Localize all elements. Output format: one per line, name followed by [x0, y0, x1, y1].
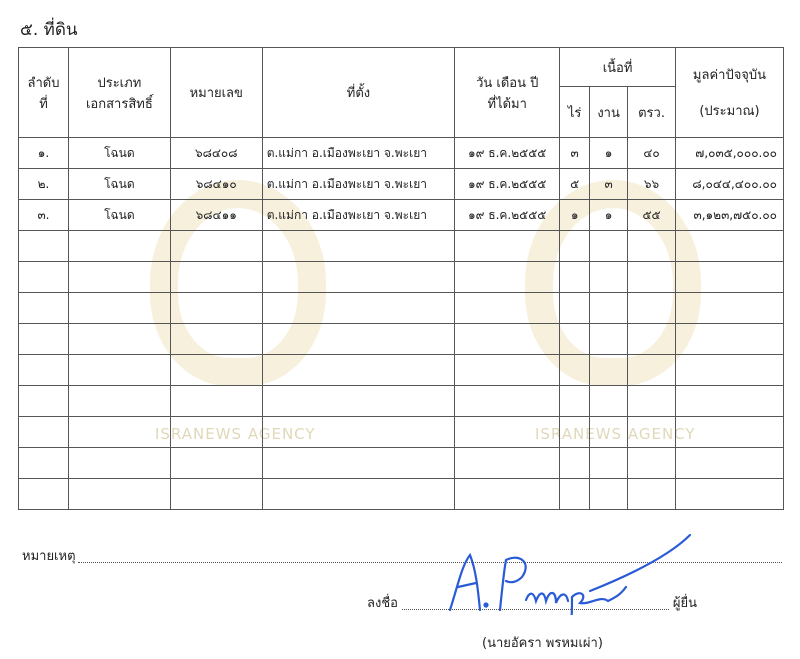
empty-cell: [628, 386, 676, 417]
empty-cell: [628, 417, 676, 448]
empty-cell: [560, 386, 590, 417]
cell-ngan: ๓: [590, 169, 628, 200]
cell-wa: ๔๐: [628, 138, 676, 169]
empty-cell: [455, 262, 560, 293]
empty-cell: [560, 417, 590, 448]
remark-label: หมายเหตุ: [22, 549, 76, 564]
cell-location: ต.แม่กา อ.เมืองพะเยา จ.พะเยา: [262, 200, 455, 231]
empty-cell: [68, 386, 170, 417]
watermark-text-right: ISRANEWS AGENCY: [535, 425, 696, 443]
empty-cell: [455, 293, 560, 324]
empty-cell: [170, 293, 262, 324]
empty-cell: [262, 417, 455, 448]
empty-cell: [19, 262, 69, 293]
cell-date: ๑๙ ธ.ค.๒๕๕๕: [455, 138, 560, 169]
empty-cell: [262, 293, 455, 324]
empty-cell: [170, 479, 262, 510]
empty-row: [19, 386, 784, 417]
cell-value: ๘,๐๔๔,๔๐๐.๐๐: [676, 169, 784, 200]
empty-cell: [628, 262, 676, 293]
empty-cell: [560, 324, 590, 355]
cell-value: ๓,๑๒๓,๗๕๐.๐๐: [676, 200, 784, 231]
empty-cell: [68, 231, 170, 262]
cell-doc-type: โฉนด: [68, 169, 170, 200]
cell-number: ๖๘๔๐๘: [170, 138, 262, 169]
empty-cell: [676, 324, 784, 355]
empty-cell: [68, 262, 170, 293]
empty-cell: [560, 293, 590, 324]
header-order: ลำดับ ที่: [19, 48, 69, 138]
empty-cell: [676, 386, 784, 417]
empty-cell: [19, 417, 69, 448]
empty-cell: [676, 355, 784, 386]
empty-cell: [170, 262, 262, 293]
empty-cell: [170, 448, 262, 479]
cell-location: ต.แม่กา อ.เมืองพะเยา จ.พะเยา: [262, 138, 455, 169]
cell-doc-type: โฉนด: [68, 138, 170, 169]
empty-cell: [590, 386, 628, 417]
empty-cell: [19, 355, 69, 386]
cell-order: ๓.: [19, 200, 69, 231]
cell-doc-type: โฉนด: [68, 200, 170, 231]
empty-cell: [19, 479, 69, 510]
empty-row: [19, 231, 784, 262]
cell-rai: ๕: [560, 169, 590, 200]
cell-rai: ๓: [560, 138, 590, 169]
empty-cell: [455, 448, 560, 479]
empty-cell: [262, 386, 455, 417]
signature-line: [367, 592, 697, 613]
empty-row: [19, 417, 784, 448]
empty-cell: [68, 448, 170, 479]
empty-cell: [590, 479, 628, 510]
cell-number: ๖๘๔๑๑: [170, 200, 262, 231]
empty-cell: [560, 262, 590, 293]
empty-cell: [170, 386, 262, 417]
empty-cell: [628, 293, 676, 324]
header-area: เนื้อที่: [560, 48, 676, 87]
empty-cell: [19, 293, 69, 324]
empty-cell: [560, 448, 590, 479]
header-rai: ไร่: [560, 87, 590, 138]
empty-cell: [676, 293, 784, 324]
empty-row: [19, 355, 784, 386]
cell-number: ๖๘๔๑๐: [170, 169, 262, 200]
empty-row: [19, 324, 784, 355]
empty-cell: [560, 355, 590, 386]
table-row: [19, 200, 784, 231]
empty-cell: [19, 324, 69, 355]
cell-location: ต.แม่กา อ.เมืองพะเยา จ.พะเยา: [262, 169, 455, 200]
sign-label: ลงชื่อ: [367, 596, 398, 611]
empty-cell: [455, 386, 560, 417]
empty-row: [19, 448, 784, 479]
empty-cell: [676, 231, 784, 262]
empty-cell: [590, 293, 628, 324]
cell-date: ๑๙ ธ.ค.๒๕๕๕: [455, 169, 560, 200]
empty-cell: [590, 324, 628, 355]
empty-cell: [676, 262, 784, 293]
empty-cell: [262, 262, 455, 293]
empty-cell: [19, 448, 69, 479]
header-location: ที่ตั้ง: [262, 48, 455, 138]
empty-cell: [68, 417, 170, 448]
table-row: [19, 138, 784, 169]
header-ngan: งาน: [590, 87, 628, 138]
watermark-text-left: ISRANEWS AGENCY: [155, 425, 316, 443]
empty-cell: [455, 417, 560, 448]
empty-row: [19, 479, 784, 510]
empty-cell: [455, 324, 560, 355]
empty-cell: [628, 231, 676, 262]
empty-cell: [68, 355, 170, 386]
empty-cell: [262, 355, 455, 386]
empty-cell: [19, 386, 69, 417]
empty-cell: [676, 448, 784, 479]
cell-ngan: ๑: [590, 138, 628, 169]
empty-cell: [262, 479, 455, 510]
empty-cell: [262, 324, 455, 355]
empty-cell: [628, 448, 676, 479]
empty-cell: [170, 324, 262, 355]
empty-cell: [262, 448, 455, 479]
empty-cell: [560, 479, 590, 510]
empty-cell: [590, 262, 628, 293]
empty-cell: [455, 355, 560, 386]
table-row: [19, 169, 784, 200]
cell-rai: ๑: [560, 200, 590, 231]
empty-cell: [455, 231, 560, 262]
empty-cell: [628, 355, 676, 386]
empty-cell: [455, 479, 560, 510]
empty-cell: [590, 355, 628, 386]
land-table: [18, 47, 784, 510]
empty-cell: [170, 417, 262, 448]
header-value: มูลค่าปัจจุบัน (ประมาณ): [676, 48, 784, 138]
header-wa: ตรว.: [628, 87, 676, 138]
cell-wa: ๖๖: [628, 169, 676, 200]
empty-cell: [676, 479, 784, 510]
empty-cell: [68, 324, 170, 355]
sign-dots: [402, 609, 669, 610]
cell-ngan: ๑: [590, 200, 628, 231]
cell-wa: ๕๕: [628, 200, 676, 231]
empty-cell: [68, 293, 170, 324]
empty-cell: [590, 231, 628, 262]
empty-cell: [676, 417, 784, 448]
empty-cell: [628, 479, 676, 510]
empty-cell: [170, 355, 262, 386]
section-title: ๕. ที่ดิน: [20, 20, 78, 40]
signer-name: (นายอัครา พรหมเผ่า): [482, 636, 603, 651]
header-date: วัน เดือน ปี ที่ได้มา: [455, 48, 560, 138]
empty-cell: [19, 231, 69, 262]
cell-value: ๗,๐๓๕,๐๐๐.๐๐: [676, 138, 784, 169]
empty-cell: [560, 231, 590, 262]
empty-cell: [628, 324, 676, 355]
header-number: หมายเลข: [170, 48, 262, 138]
empty-cell: [262, 231, 455, 262]
cell-order: ๒.: [19, 169, 69, 200]
empty-cell: [590, 448, 628, 479]
signer-role: ผู้ยื่น: [672, 596, 697, 611]
cell-order: ๑.: [19, 138, 69, 169]
empty-cell: [170, 231, 262, 262]
empty-cell: [68, 479, 170, 510]
empty-cell: [590, 417, 628, 448]
empty-row: [19, 262, 784, 293]
cell-date: ๑๙ ธ.ค.๒๕๕๕: [455, 200, 560, 231]
empty-row: [19, 293, 784, 324]
header-doc-type: ประเภท เอกสารสิทธิ์: [68, 48, 170, 138]
